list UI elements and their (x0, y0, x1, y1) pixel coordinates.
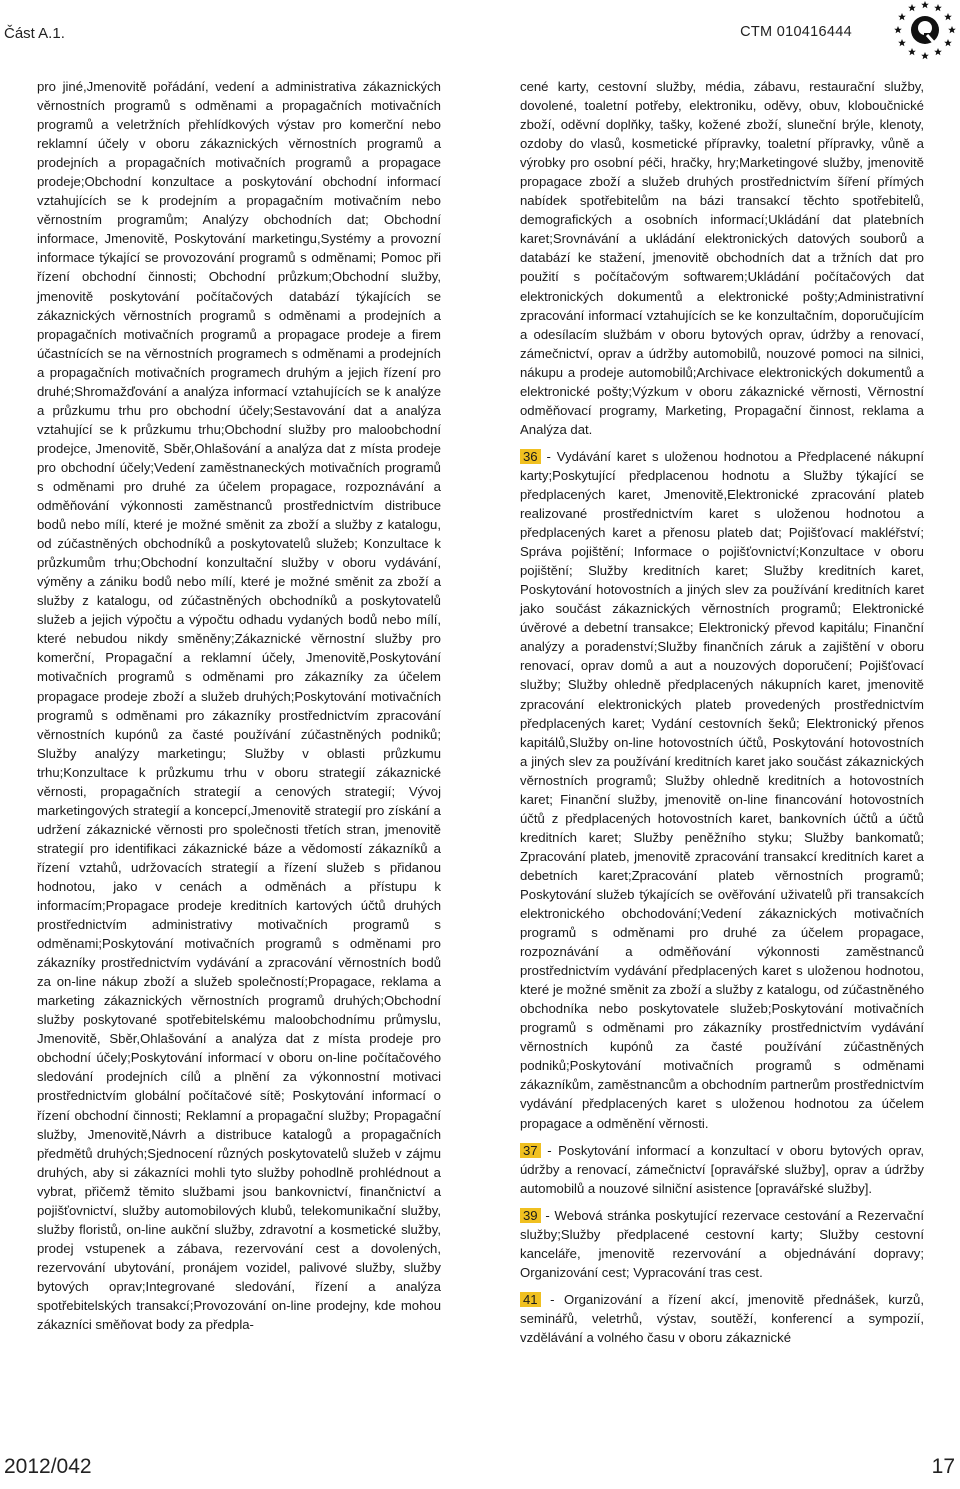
class-entry-39 (520, 1206, 924, 1282)
page-number: 17 (931, 1455, 955, 1478)
class-number-badge: 41 (520, 1292, 541, 1307)
class-text: - Vydávání karet s uloženou hodnotou a Předplacené nákupní karty;Poskytující předplacenou hodnotu a Služby týkající se předplacených karet, Jmenovitě,Elektronické zpracování plateb realizované prostřednictvím karet s uloženou hodnotou a předplacených karet a přenosu plateb dat; Pojišťovací makléřství; Správa pojištění; Informace o pojišťovnictví;Konzultace v oboru pojištění; Služby kreditních karet; Služby kreditních karet, Poskytování hotovostních a jiných slev za používání kreditních karet jako součást zákaznických věrnostních programů; Elektronické úvěrové a debetní transakce; Elektronický převod kapitálu; Finanční analýzy a poradenství;Služby finančních záruk a zajištění v oboru renovací, oprav domů a aut a nouzových doporučení; Pojišťovací služby; Služby ohledně předplacených nákupních karet, jmenovitě zpracování elektronických plateb provedených prostřednictvím předplacených karet; Vydání cestovních šeků; Elektronický přenos kapitálů,Služby on-line hotovostních účtů, Poskytování hotovostních a jiných slev za používání kreditních karet jako součást zákaznických věrnostních programů; Služby ohledně kreditních a hotovostních karet; Finanční služby, jmenovitě on-line financování hotovostních účtů z předplacených hotovostních karet, bankovních účtů a účtů kreditních karet; Služby peněžního styku; Služby bankomatů; Zpracování plateb, jmenovitě zpracování transakcí kreditních karet a debetních karet;Zpracování plateb věrnostních programů; Poskytování služeb týkajících se ověřování uživatelů při transakcích elektronického obchodování;Vedení zákaznických motivačních programů s odměnami pro druhé za účelem propagace, rozpoznávání a odměňování výkonnosti zaměstnanců prostřednictvím vydávání předplacených karet s uloženou hodnotou, které je možné směnit za zboží a služby z katalogu, od zúčastněného obchodníka nebo poskytovatele služeb;Poskytování motivačních programů s odměnami pro zákazníky prostřednictvím vydávání věrnostních kupónů za časté používání zúčastněných podniků;Poskytování motivačních programů s odměnami zákazníkům, zaměstnancům a obchodním partnerům prostřednictvím vydávání předplacených karet s uloženou hodnotou za účelem propagace a odměnění věrnosti. (520, 448, 924, 1131)
class-number-badge: 36 (520, 449, 541, 464)
right-column-intro: cené karty, cestovní služby, média, zábavu, restaurační služby, dovolené, toaletní potřeby, elektroniku, oděvy, obuv, kloboučnické zboží, oděvní doplňky, tašky, kožené zboží, sluneční brýle, klenoty, ozdoby do vlasů, kosmetické přípravky, toaletní přípravky, vůně a výrobky pro osobní péči, hračky, hry;Marketingové služby, jmenovitě propagace zboží a služeb druhých prostřednictvím šíření přímých nabídek spotřebitelům na bázi transakcí těchto spotřebitelů, demografických a osobních informací;Ukládání dat platebních karet;Srovnávání a ukládání elektronických datových souborů a databází ke stažení, jmenovitě obchodních dat a tržních dat pro použití s počítačovým softwarem;Ukládání počítačových dat elektronických dokumentů a elektronické pošty;Administrativní zpracování informací vztahujících se ke konzultačním, doporučujícím a odesílacím službám v oboru bytových oprav, údržby a renovací, zámečnictví, oprav a údržby automobilů, nouzové pomoci na silnici, nákupu a prodeje automobilů;Archivace elektronických dokumentů a elektronické pošty;Výzkum v oboru zákaznické věrnosti, Věrnostní odměňovací programy, Marketing, Propagační činnost, reklama a Analýza dat. (520, 79, 924, 437)
class-entry-37 (520, 1141, 924, 1198)
class-number-badge: 39 (520, 1208, 541, 1223)
issue-number: 2012/042 (4, 1455, 92, 1478)
class-entry-41 (520, 1290, 924, 1347)
page-header (0, 0, 960, 64)
class-text: - Poskytování informací a konzultací v oboru bytových oprav, údržby a renovací, zámečnictví [opravářské služby], oprav a údržby automobilů a nouzové silniční asistence [opravářské služby]. (520, 1142, 924, 1196)
eu-stars-logo-icon (890, 0, 960, 62)
right-column (520, 77, 924, 1347)
part-label: Část A.1. (4, 25, 65, 42)
class-text: - Organizování a řízení akcí, jmenovitě přednášek, kurzů, seminářů, veletrhů, výstav, soutěží, konferencí a sympozií, vzdělávání a volného času v oboru zákaznické (520, 1291, 924, 1345)
class-number-badge: 37 (520, 1143, 541, 1158)
left-column (37, 77, 441, 1334)
class-entry-36 (520, 447, 924, 1133)
left-column-text: pro jiné,Jmenovitě pořádání, vedení a administrativa zákaznických věrnostních programů s odměnami a propagačních motivačních programů a veletržních přehlídkových výstav pro komerční nebo reklamní účely v oboru zákaznických věrnostních programů a prodejních a propagačních motivačních programů a propagace prodeje;Obchodní konzultace a poskytování obchodní informací vztahujících se k prodejním a propagačním motivačním nebo věrnostním programům; Analýzy obchodních dat; Obchodní informace, Jmenovitě, Poskytování marketingu,Systémy a provozní informace týkající se provozování programů s odměnami; Pomoc při řízení obchodní činnosti; Obchodní průzkum;Obchodní služby, jmenovitě poskytování počítačových databází týkajících se zákaznických věrnostních programů s odměnami a prodejních a propagačních motivačních programů a propagace prodeje a firem účastnících se na věrnostních programech s odměnami a prodejních a propagačních motivačních programech druhým a jejich řízení pro druhé;Shromažďování a analýza informací vztahujících se k analýze a průzkumu trhu pro obchodní účely;Sestavování dat a analýza vztahující se k průzkumu trhu;Obchodní služby pro maloobchodní prodejce, Jmenovitě, Sběr,Ohlašování a analýza dat z místa prodeje pro obchodní účely;Vedení zaměstnaneckých motivačních programů s odměnami pro druhé za účelem propagace, rozpoznávání a odměňování výkonnosti zaměstnanců prostřednictvím distribuce bodů nebo mílí, které je možné směnit za zboží a služby z katalogu, od zúčastněných obchodníků a poskytovatelů služeb; Konzultace k průzkumům trhu;Obchodní konzultační služby v oboru vydávání, výměny a zániku bodů nebo mílí, které je možné směnit za zboží a služby z katalogu, od zúčastněných obchodníků a poskytovatelů služeb a jejich výpočtu a výpočtu odhadu vydaných bodů nebo mílí, které nebudou nikdy směněny;Zákaznické věrnostní služby pro komerční, Propagační a reklamní účely, Jmenovitě,Poskytování motivačních programů s odměnami pro zákazníky za účelem propagace prodeje zboží a služeb druhých;Poskytování motivačních programů s odměnami pro zákazníky prostřednictvím zpracování věrnostních kupónů za časté používání zúčastněných podniků; Služby analýzy marketingu; Služby v oblasti průzkumu trhu;Konzultace k průzkumu trhu v oboru strategií zákaznické věrnosti, propagačních strategií a cenových strategií; Vývoj marketingových strategií a koncepcí,Jmenovitě strategií pro získání a udržení zákaznické věrnosti pro společnosti třetích stran, jmenovitě strategií pro identifikaci zákaznické báze a vědomostí zákazníků a řízení vztahů, udržovacích strategií a řízení služeb s přidanou hodnotou, jako v cenách a odměnách a přístupu k informacím;Propagace prodeje kreditních kartových účtů druhých prostřednictvím administrativy motivačních programů s odměnami;Poskytování motivačních programů s odměnami pro zákazníky prostřednictvím vydávání a zpracování věrnostních bodů za on-line nákup zboží a služeb společností;Propagace, reklama a marketing zákaznických věrnostních programů druhých;Obchodní služby poskytované spotřebitelskému maloobchodnímu průmyslu, Jmenovitě, Sběr,Ohlašování a analýza dat z místa prodeje pro obchodní účely;Poskytování informací v oboru on-line počítačového sledování prodejních cílů a plnění za výkonnostní motivaci prostřednictvím globální počítačové sítě; Poskytování informací o řízení obchodní činnosti; Reklamní a propagační služby; Propagační služby, Jmenovitě,Návrh a distribuce katalogů a propagačních předmětů druhých;Sjednocení různých poskytovatelů služeb v zájmu druhých, aby si zákazníci mohli tyto služby pohodlně prohlédnout a vybrat, přičemž těmito službami jsou bankovnictví, finančnictví a pojišťovnictví, služby automobilových klubů, telekomunikační služby, služby floristů, on-line aukční služby, zdravotní a kosmetické služby, prodej vstupenek a zábava, rezervování cest a dovolených, rezervování ubytování, pronájem vozidel, palivové služby, služby bytových oprav;Integrované sledování, řízení a analýza spotřebitelských transakcí;Provozování on-line prodejny, kde mohou zákazníci směňovat body za předpla- (37, 79, 441, 1333)
ctm-number: CTM 010416444 (740, 24, 852, 40)
class-text: - Webová stránka poskytující rezervace cestování a Rezervační služby;Služby předplacené cestovní karty; Služby cestovní kanceláře, jmenovitě rezervování a objednávání dopravy; Organizování cest; Vypracování tras cest. (520, 1207, 924, 1280)
